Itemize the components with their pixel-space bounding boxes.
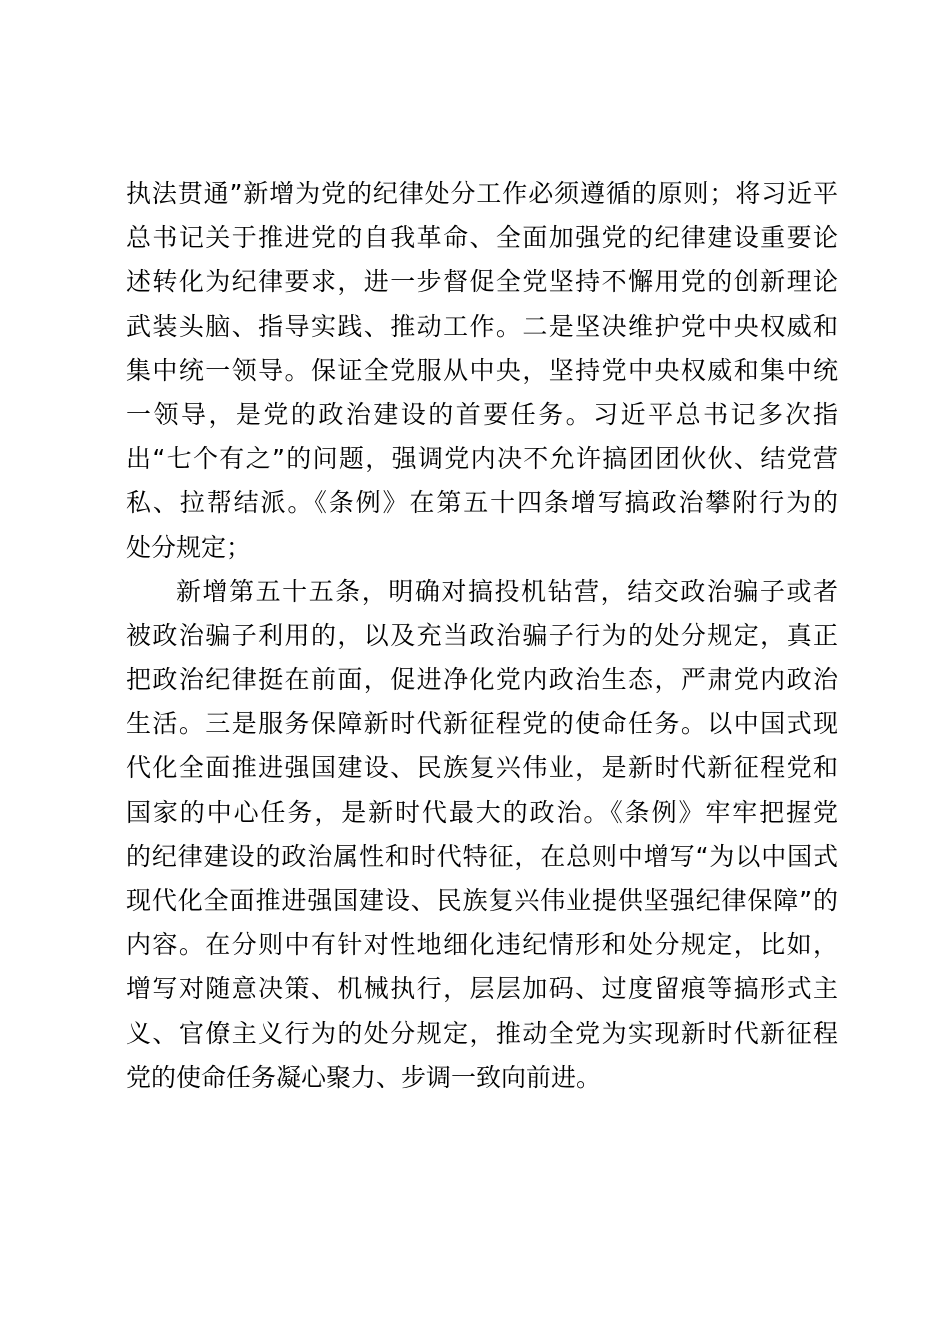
text-line: 述转化为纪律要求，进一步督促全党坚持不懈用党的创新理论 <box>126 267 838 297</box>
body-text <box>126 172 838 1100</box>
paragraph-1 <box>126 172 838 570</box>
text-line: 把政治纪律挺在前面，促进净化党内政治生态，严肃党内政治 <box>126 665 838 695</box>
text-line: 党的使命任务凝心聚力、步调一致向前进。 <box>126 1062 602 1092</box>
text-line: 出“七个有之”的问题，强调党内决不允许搞团团伙伙、结党营 <box>126 444 838 474</box>
text-line: 国家的中心任务，是新时代最大的政治。《条例》牢牢把握党 <box>126 797 838 827</box>
text-line: 被政治骗子利用的，以及充当政治骗子行为的处分规定，真正 <box>126 620 838 650</box>
text-line: 内容。在分则中有针对性地细化违纪情形和处分规定，比如， <box>126 930 838 960</box>
text-line: 集中统一领导。保证全党服从中央，坚持党中央权威和集中统 <box>126 355 838 385</box>
text-line: 增写对随意决策、机械执行，层层加码、过度留痕等搞形式主 <box>126 974 838 1004</box>
text-line: 的纪律建设的政治属性和时代特征，在总则中增写“为以中国式 <box>126 841 838 871</box>
text-line: 生活。三是服务保障新时代新征程党的使命任务。以中国式现 <box>126 709 838 739</box>
text-line: 义、官僚主义行为的处分规定，推动全党为实现新时代新征程 <box>126 1018 838 1048</box>
text-line: 一领导，是党的政治建设的首要任务。习近平总书记多次指 <box>126 399 838 429</box>
text-line: 处分规定； <box>126 532 252 562</box>
text-line: 武装头脑、指导实践、推动工作。二是坚决维护党中央权威和 <box>126 311 838 341</box>
text-line: 总书记关于推进党的自我革命、全面加强党的纪律建设重要论 <box>126 223 838 253</box>
text-line: 执法贯通”新增为党的纪律处分工作必须遵循的原则；将习近平 <box>126 179 838 208</box>
text-line: 私、拉帮结派。《条例》在第五十四条增写搞政治攀附行为的 <box>126 488 838 518</box>
paragraph-2 <box>126 570 838 1100</box>
text-line: 代化全面推进强国建设、民族复兴伟业，是新时代新征程党和 <box>126 753 838 783</box>
text-line: 现代化全面推进强国建设、民族复兴伟业提供坚强纪律保障”的 <box>126 886 838 915</box>
text-line: 新增第五十五条，明确对搞投机钻营，结交政治骗子或者 <box>176 576 838 606</box>
